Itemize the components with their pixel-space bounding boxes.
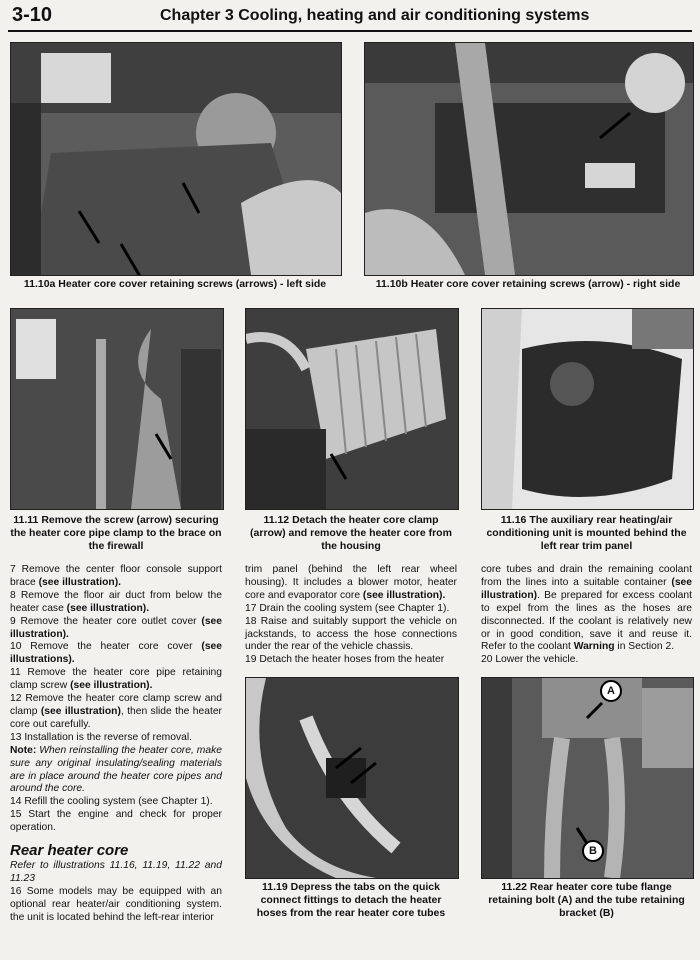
- illustration-reference: Refer to illustrations 11.16, 11.19, 11.22 and 11.23: [10, 859, 222, 884]
- step-16-cont: trim panel (behind the left rear wheel housing). It includes a blower motor, heater core and evaporator core (see illustration).: [245, 564, 457, 601]
- page-number: 3-10: [12, 4, 53, 26]
- step-12: 12 Remove the heater core clamp screw and clamp (see illustration), then slide the heater core out carefully.: [10, 693, 222, 730]
- caption-11-19: 11.19 Depress the tabs on the quick connect fittings to detach the heater hoses from the rear heater core tubes: [256, 881, 446, 919]
- step-20: 20 Lower the vehicle.: [481, 654, 579, 666]
- step-15: 15 Start the engine and check for proper operation.: [10, 809, 222, 834]
- photo-11-19: [245, 677, 459, 879]
- section-heading-rear-heater-core: Rear heater core: [10, 842, 129, 860]
- photo-11-10a: [10, 42, 342, 276]
- step-14: 14 Refill the cooling system (see Chapter 1).: [10, 796, 213, 808]
- step-10: 10 Remove the heater core cover (see illustrations).: [10, 641, 222, 666]
- step-19-cont: core tubes and drain the remaining coolant from the lines into a suitable container (see illustration). Be prepared for excess coolant to expel from the lines as the hoses are disconnected. If the coolant is relatively new or in good condition, save it and reuse it. Refer to the coolant Warning in Section 2.: [481, 564, 692, 653]
- chapter-title: Chapter 3 Cooling, heating and air conditioning systems: [160, 7, 590, 24]
- step-9: 9 Remove the heater core outlet cover (see illustration).: [10, 615, 222, 640]
- caption-11-12: 11.12 Detach the heater core clamp (arrow) and remove the heater core from the housing: [250, 514, 452, 552]
- photo-11-16: [481, 308, 694, 510]
- caption-11-10a: 11.10a Heater core cover retaining screws (arrows) - left side: [23, 278, 327, 290]
- step-7: 7 Remove the center floor console support brace (see illustration).: [10, 564, 222, 588]
- text-column-1: [10, 564, 222, 924]
- photo-11-10b: [364, 42, 694, 276]
- header-rule: [8, 30, 692, 32]
- caption-11-22: 11.22 Rear heater core tube flange retaining bolt (A) and the tube retaining bracket (B): [488, 881, 685, 919]
- step-17: 17 Drain the cooling system (see Chapter 1).: [245, 602, 450, 614]
- step-11: 11 Remove the heater core pipe retaining clamp screw (see illustration).: [10, 667, 222, 692]
- label-b-badge: B: [582, 840, 604, 862]
- step-16: 16 Some models may be equipped with an optional rear heater/air conditioning system. the unit is located behind the left-rear interior: [10, 885, 222, 923]
- page-header: [8, 4, 692, 30]
- step-8: 8 Remove the floor air duct from below the heater case (see illustration).: [10, 589, 222, 614]
- text-column-2: [245, 564, 457, 667]
- caption-11-16: 11.16 The auxiliary rear heating/air conditioning unit is mounted behind the left rear trim panel: [486, 514, 687, 552]
- step-13: 13 Installation is the reverse of removal.: [10, 731, 193, 743]
- photo-11-11: [10, 308, 224, 510]
- caption-11-11: 11.11 Remove the screw (arrow) securing the heater core pipe clamp to the brace on the firewall: [10, 514, 222, 552]
- text-column-3: [481, 564, 692, 667]
- label-a-badge: A: [600, 680, 622, 702]
- step-18: 18 Raise and suitably support the vehicle on jackstands, to access the hose connections under the rear of the vehicle chassis.: [245, 615, 457, 653]
- photo-11-22: [481, 677, 694, 879]
- step-19: 19 Detach the heater hoses from the heater: [245, 654, 445, 666]
- note: Note: When reinstalling the heater core, make sure any original insulating/sealing materials are in place around the heater core pipes and around the core.: [10, 744, 222, 795]
- caption-11-10b: 11.10b Heater core cover retaining screws (arrow) - right side: [375, 278, 681, 290]
- photo-11-12: [245, 308, 459, 510]
